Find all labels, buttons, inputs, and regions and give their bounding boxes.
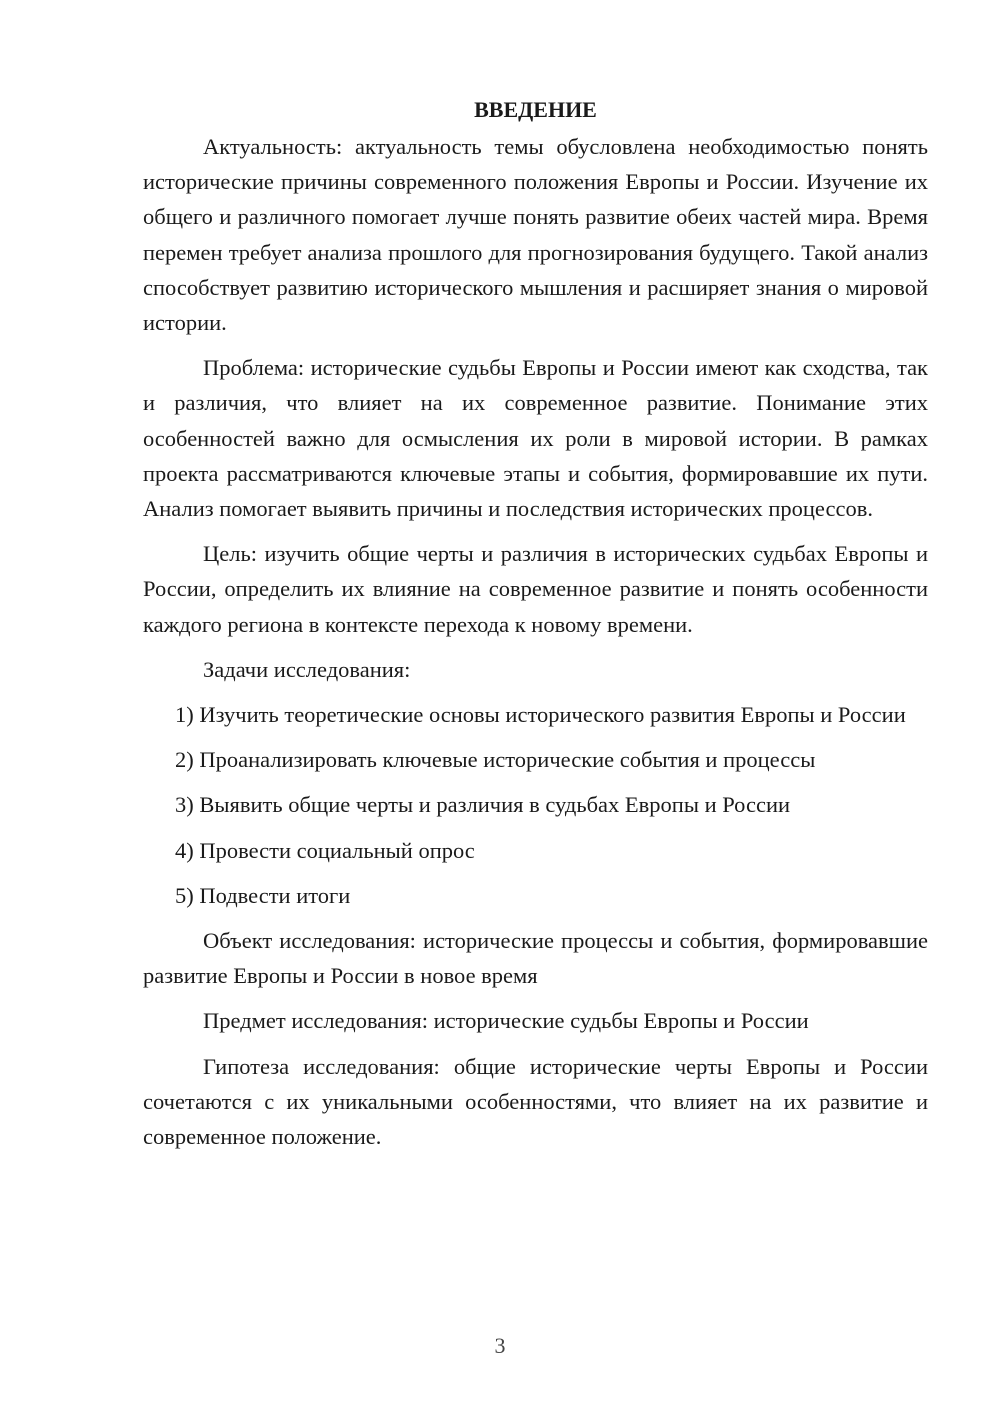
hypothesis-paragraph: Гипотеза исследования: общие исторические черты Европы и России сочетаются с их уникальными особенностями, что влияет на их развитие и современное положение. xyxy=(143,1053,928,1150)
object-paragraph: Объект исследования: исторические процессы и события, формировавшие развитие Европы и России в новое время xyxy=(143,928,928,989)
section-title: ВВЕДЕНИЕ xyxy=(474,97,597,122)
problem-paragraph: Проблема: исторические судьбы Европы и России имеют как сходства, так и различия, что влияет на их современное развитие. Понимание этих особенностей важно для осмысления их роли в мировой истории. В рамках проекта рассматриваются ключевые этапы и события, формировавшие их пути. Анализ помогает выявить причины и последствия исторических процессов. xyxy=(143,355,928,522)
task-item: 2) Проанализировать ключевые исторические события и процессы xyxy=(175,747,816,773)
goal-paragraph: Цель: изучить общие черты и различия в исторических судьбах Европы и России, определить их влияние на современное развитие и понять особенности каждого региона в контексте перехода к новому времени. xyxy=(143,541,928,637)
page-number: 3 xyxy=(494,1333,506,1358)
task-item: 3) Выявить общие черты и различия в судьбах Европы и России xyxy=(175,792,791,818)
document-page xyxy=(143,92,928,1164)
relevance-paragraph: Актуальность: актуальность темы обусловлена необходимостью понять исторические причины современного положения Европы и России. Изучение их общего и различного помогает лучше понять развитие обеих частей мира. Время перемен требует анализа прошлого для прогнозирования будущего. Такой анализ способствует развитию исторического мышления и расширяет знания о мировой истории. xyxy=(143,134,928,336)
task-item: 5) Подвести итоги xyxy=(175,882,351,908)
task-item: 1) Изучить теоретические основы исторического развития Европы и России xyxy=(175,702,906,728)
task-item: 4) Провести социальный опрос xyxy=(175,837,475,863)
tasks-heading: Задачи исследования: xyxy=(203,656,411,682)
subject-paragraph: Предмет исследования: исторические судьбы Европы и России xyxy=(203,1008,809,1034)
